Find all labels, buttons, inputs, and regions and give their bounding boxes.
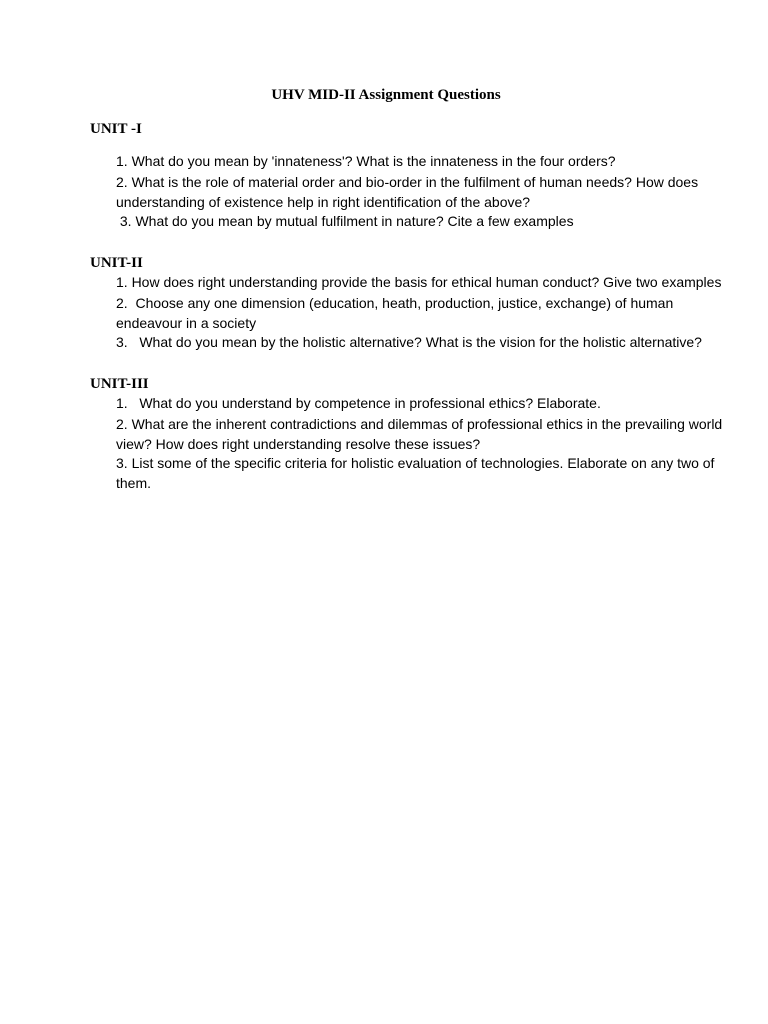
unit-3-question-2: 2. What are the inherent contradictions and dilemmas of professional ethics in the prevailing world view? How does right understanding resolve these issues? xyxy=(116,416,727,452)
unit-3-question-3: 3. List some of the specific criteria for holistic evaluation of technologies. Elaborate on any two of them. xyxy=(116,455,719,491)
unit-1-question-3: 3. What do you mean by mutual fulfilment in nature? Cite a few examples xyxy=(116,213,574,229)
unit-2-question-1: 1. How does right understanding provide the basis for ethical human conduct? Give two examples xyxy=(116,274,722,290)
unit-3-heading: UNIT-III xyxy=(90,376,149,392)
unit-2-question-2: 2. Choose any one dimension (education, heath, production, justice, exchange) of human endeavour in a society xyxy=(116,295,678,331)
document-title: UHV MID-II Assignment Questions xyxy=(271,87,501,103)
unit-3-question-1: 1. What do you understand by competence in professional ethics? Elaborate. xyxy=(116,395,601,411)
unit-2-question-3: 3. What do you mean by the holistic alternative? What is the vision for the holistic alternative? xyxy=(116,334,702,350)
unit-1-question-2: 2. What is the role of material order and bio-order in the fulfilment of human needs? How does understanding of existence help in right identification of the above? xyxy=(116,174,702,210)
unit-1-question-1: 1. What do you mean by 'innateness'? What is the innateness in the four orders? xyxy=(116,153,616,169)
unit-1-heading: UNIT -I xyxy=(90,121,142,137)
unit-2-heading: UNIT-II xyxy=(90,255,143,271)
